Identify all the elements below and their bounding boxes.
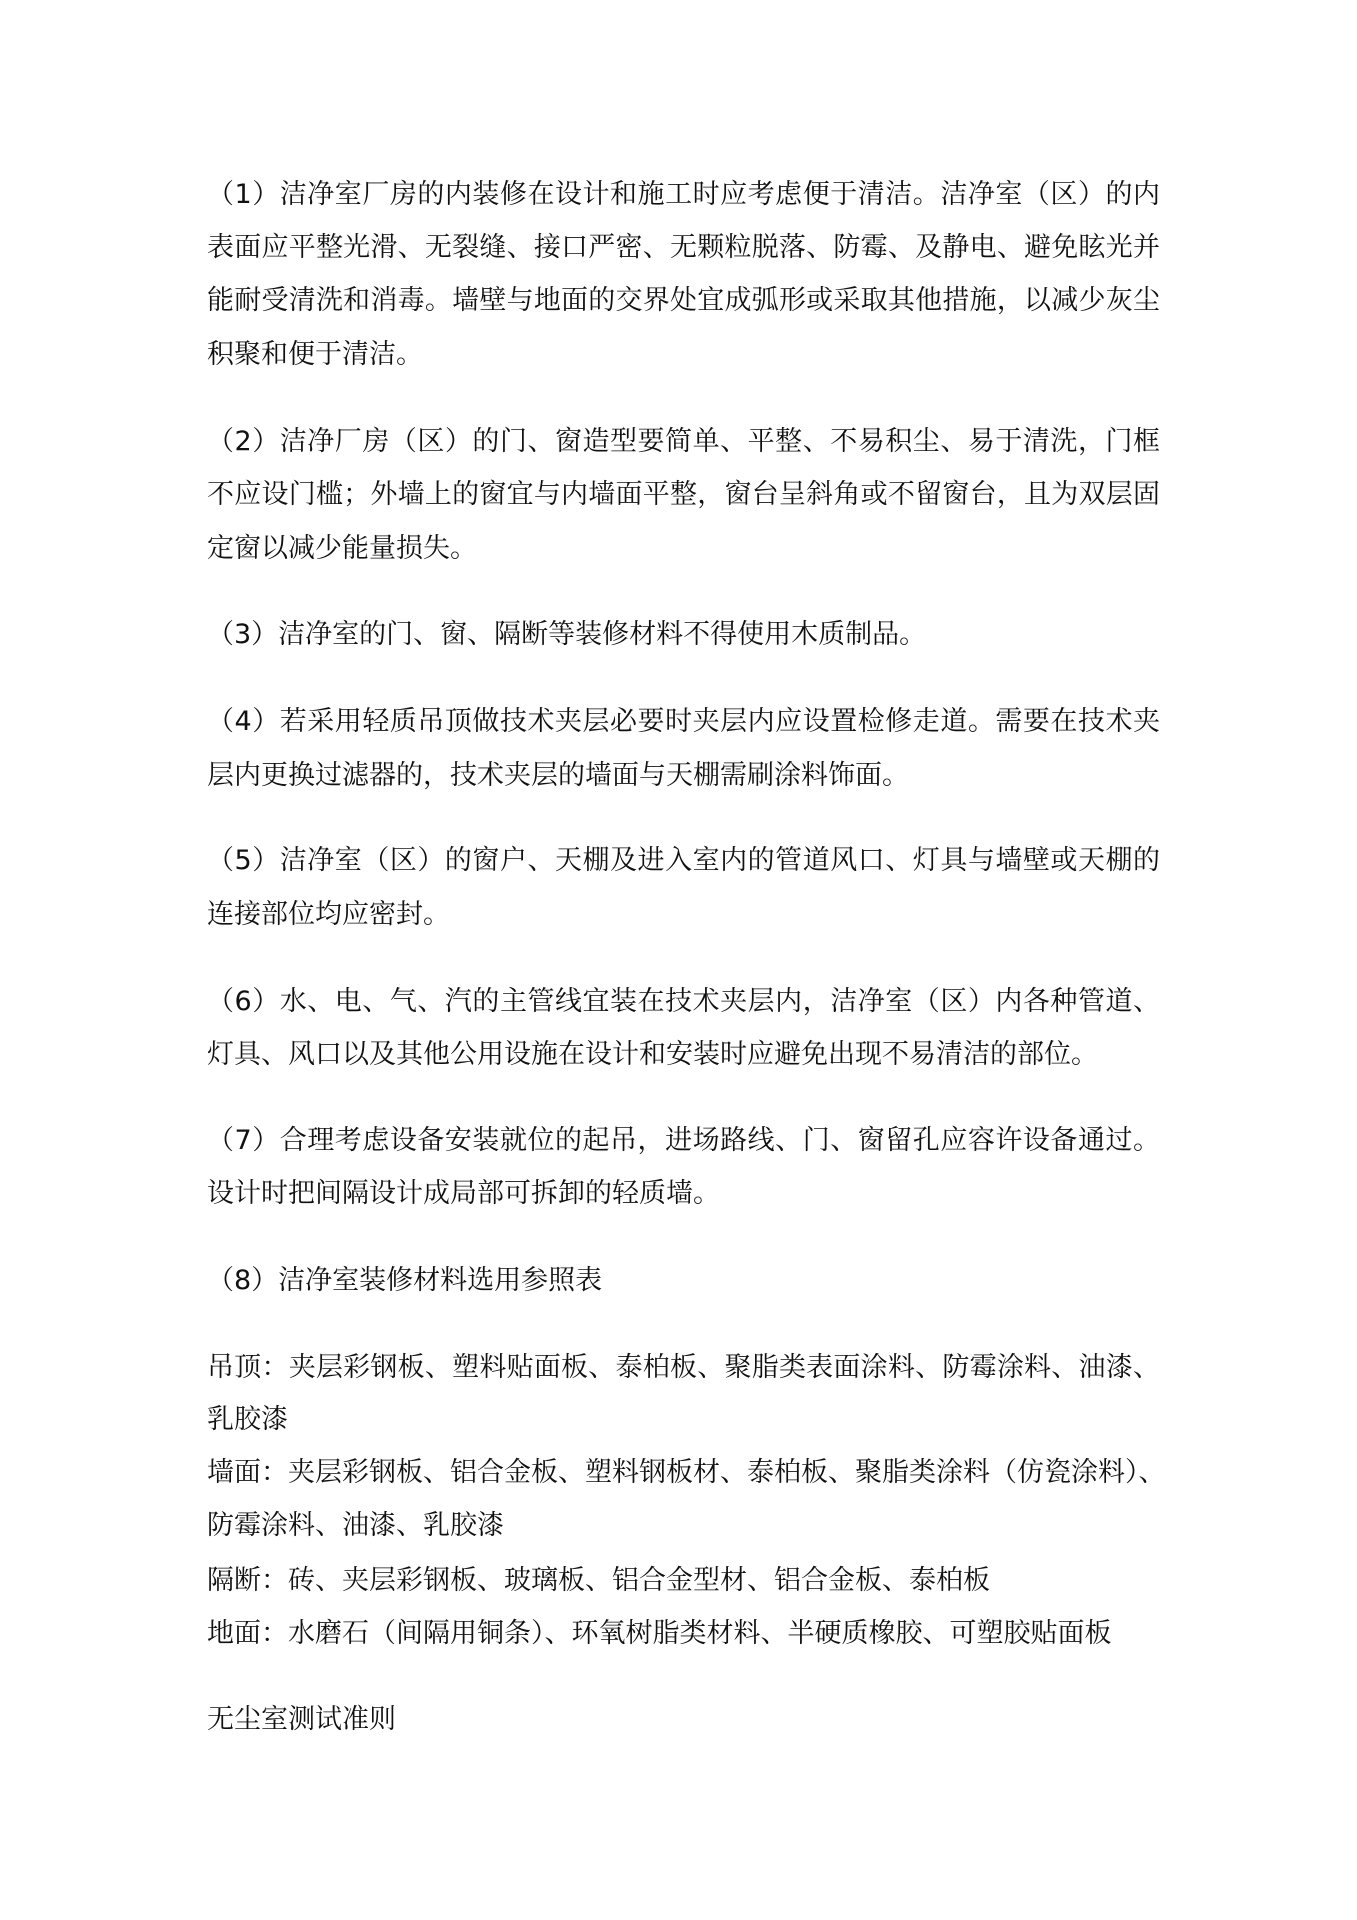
text-line: （8）洁净室装修材料选用参照表 xyxy=(207,1265,603,1296)
text-line: 设计时把间隔设计成局部可拆卸的轻质墙。 xyxy=(207,1178,720,1209)
text-line: （2）洁净厂房（区）的门、窗造型要简单、平整、不易积尘、易于清洗，门框 xyxy=(207,426,1160,457)
text-line: 表面应平整光滑、无裂缝、接口严密、无颗粒脱落、防霉、及静电、避免眩光并 xyxy=(207,232,1160,263)
text-line: （1）洁净室厂房的内装修在设计和施工时应考虑便于清洁。洁净室（区）的内 xyxy=(207,179,1160,210)
material-wall: 墙面：夹层彩钢板、铝合金板、塑料钢板材、泰柏板、聚脂类涂料（仿瓷涂料）、 xyxy=(207,1457,1166,1488)
text-line: （4）若采用轻质吊顶做技术夹层必要时夹层内应设置检修走道。需要在技术夹 xyxy=(207,706,1160,737)
text-line: 能耐受清洗和消毒。墙壁与地面的交界处宜成弧形或采取其他措施，以减少灰尘 xyxy=(207,285,1160,316)
text-line: 灯具、风口以及其他公用设施在设计和安装时应避免出现不易清洁的部位。 xyxy=(207,1039,1098,1070)
text-line: 定窗以减少能量损失。 xyxy=(207,533,477,564)
text-line: 积聚和便于清洁。 xyxy=(207,339,423,370)
text-line: （3）洁净室的门、窗、隔断等装修材料不得使用木质制品。 xyxy=(207,619,927,650)
text-line: （6）水、电、气、汽的主管线宜装在技术夹层内，洁净室（区）内各种管道、 xyxy=(207,986,1160,1017)
material-floor: 地面：水磨石（间隔用铜条）、环氧树脂类材料、半硬质橡胶、可塑胶贴面板 xyxy=(207,1618,1112,1649)
material-ceiling-cont: 乳胶漆 xyxy=(207,1404,288,1435)
material-wall-cont: 防霉涂料、油漆、乳胶漆 xyxy=(207,1510,504,1541)
text-line: （7）合理考虑设备安装就位的起吊，进场路线、门、窗留孔应容许设备通过。 xyxy=(207,1125,1160,1156)
text-line: 层内更换过滤器的，技术夹层的墙面与天棚需刷涂料饰面。 xyxy=(207,760,909,791)
material-partition: 隔断：砖、夹层彩钢板、玻璃板、铝合金型材、铝合金板、泰柏板 xyxy=(207,1565,990,1596)
material-ceiling: 吊顶：夹层彩钢板、塑料贴面板、泰柏板、聚脂类表面涂料、防霉涂料、油漆、 xyxy=(207,1352,1160,1383)
text-line: 不应设门槛；外墙上的窗宜与内墙面平整，窗台呈斜角或不留窗台，且为双层固 xyxy=(207,479,1160,510)
section-heading: 无尘室测试准则 xyxy=(207,1704,396,1735)
text-line: （5）洁净室（区）的窗户、天棚及进入室内的管道风口、灯具与墙壁或天棚的 xyxy=(207,845,1160,876)
text-line: 连接部位均应密封。 xyxy=(207,899,450,930)
